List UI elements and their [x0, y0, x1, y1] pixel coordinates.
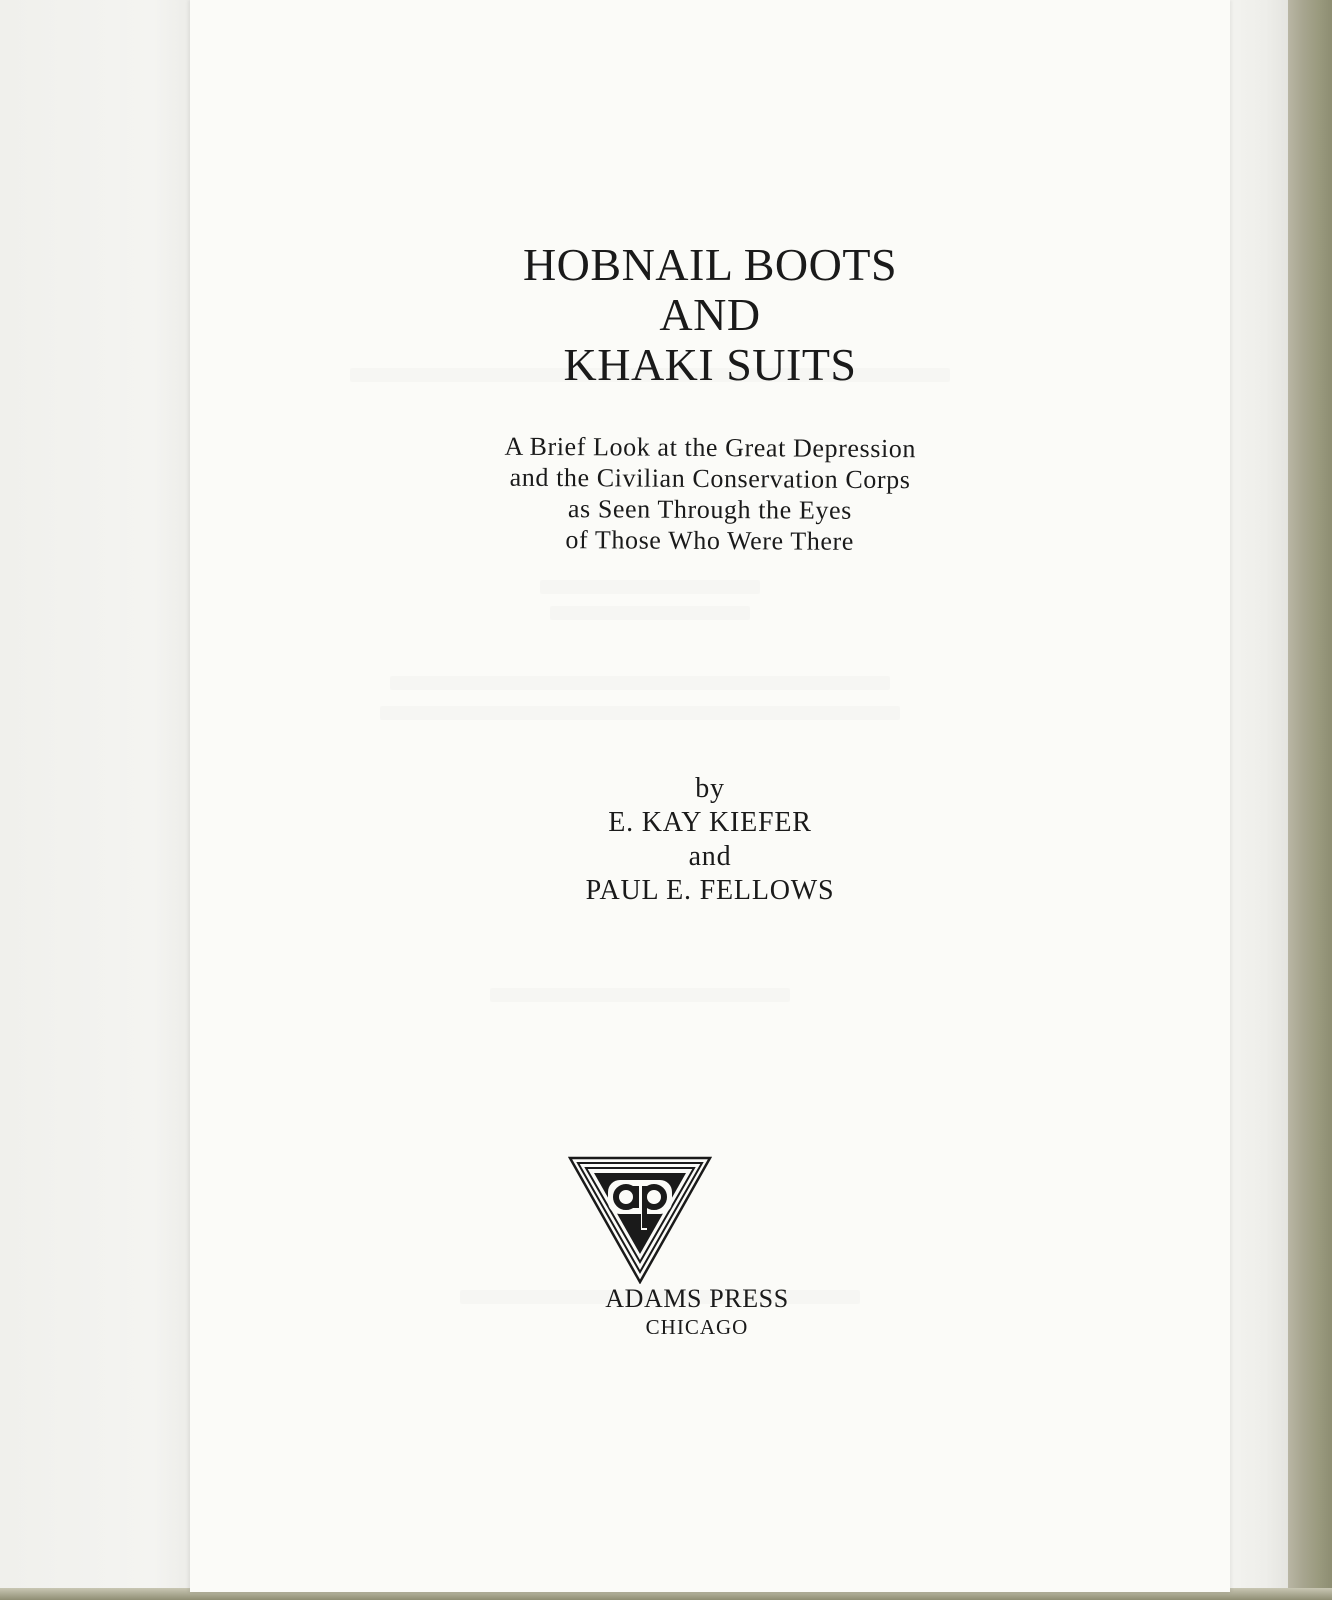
- subtitle-line-3: as Seen Through the Eyes: [567, 494, 852, 525]
- show-through-mark: [490, 988, 790, 1002]
- left-page-edge: [0, 0, 192, 1600]
- author-name-1: E. KAY KIEFER: [608, 807, 812, 838]
- subtitle-line-1: A Brief Look at the Great Depression: [504, 431, 917, 464]
- book-title: [190, 240, 1230, 390]
- book-subtitle: [190, 429, 1231, 559]
- show-through-mark: [540, 580, 760, 594]
- book-cover-edge: [1288, 0, 1332, 1600]
- publisher-imprint: [190, 1284, 1230, 1340]
- publisher-name: ADAMS PRESS: [605, 1284, 789, 1313]
- show-through-mark: [550, 606, 750, 620]
- byline-by: by: [695, 773, 725, 804]
- show-through-mark: [380, 706, 900, 720]
- byline-and: and: [688, 841, 732, 872]
- title-line-2: AND: [659, 289, 761, 340]
- subtitle-line-2: and the Civilian Conservation Corps: [509, 462, 911, 495]
- adams-press-logo-icon: [568, 1156, 712, 1284]
- subtitle-line-4: of Those Who Were There: [565, 525, 855, 556]
- show-through-mark: [390, 676, 890, 690]
- title-line-3: KHAKI SUITS: [563, 339, 857, 390]
- title-line-1: HOBNAIL BOOTS: [522, 239, 898, 290]
- publisher-city: CHICAGO: [645, 1315, 749, 1339]
- byline: [190, 772, 1230, 908]
- title-page: [190, 0, 1230, 1592]
- author-name-2: PAUL E. FELLOWS: [585, 875, 835, 906]
- right-page-edge: [1228, 0, 1289, 1600]
